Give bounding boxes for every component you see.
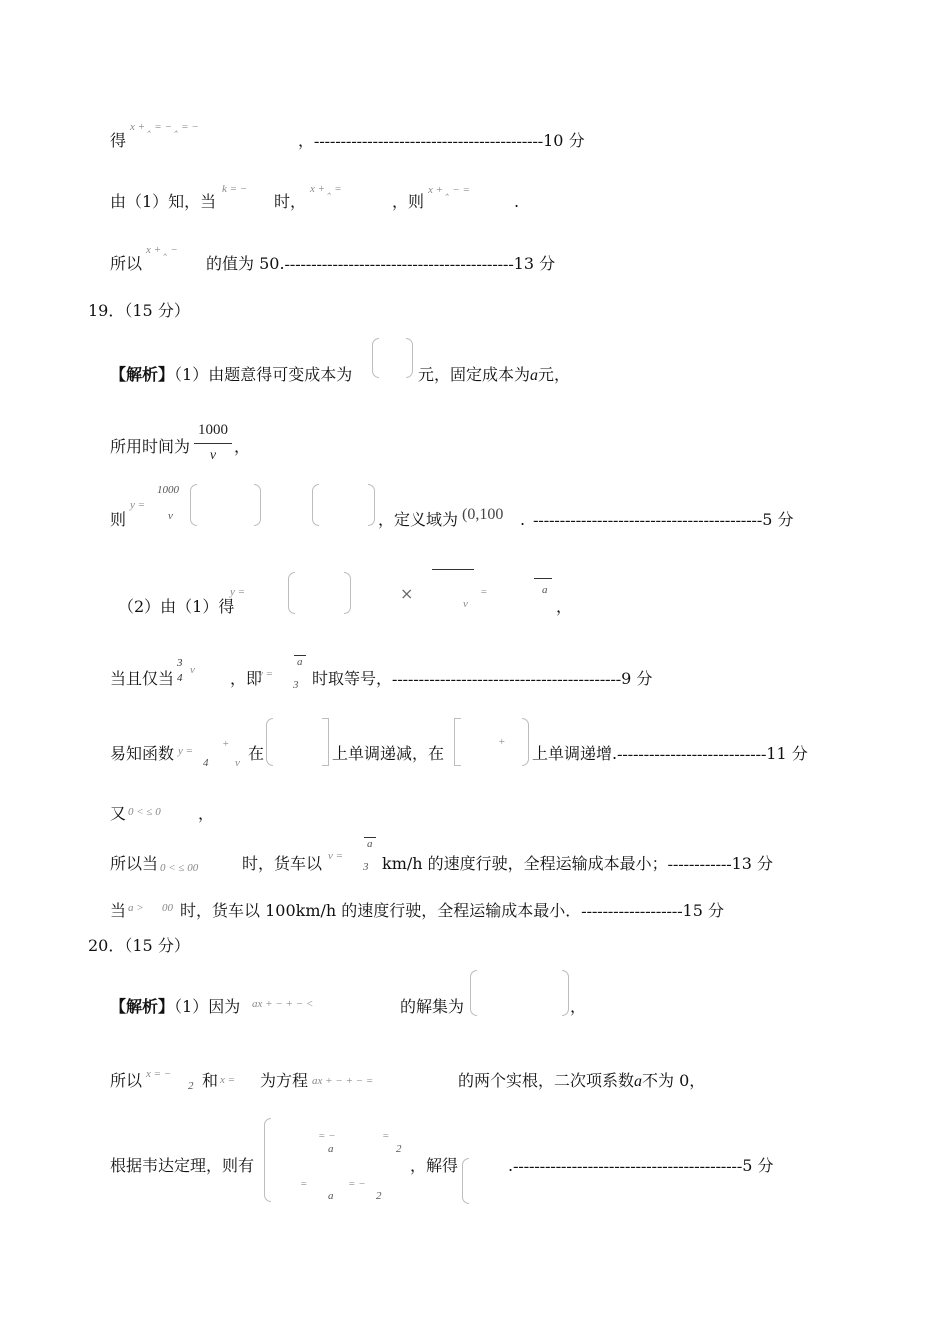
text: 元，固定成本为 — [418, 365, 531, 384]
text: 当 — [110, 901, 127, 920]
right-paren — [368, 484, 375, 526]
text: km/h 的速度行驶，全程运输成本最小； — [382, 854, 668, 873]
text: 时，货车以 — [242, 854, 323, 873]
text: 所用时间为 — [110, 437, 191, 456]
score-label: 11 分 — [766, 744, 808, 763]
formula: v — [190, 664, 195, 676]
score-line — [382, 853, 773, 876]
formula: a > — [128, 902, 144, 914]
text: ， — [198, 804, 215, 823]
score-line — [532, 743, 808, 766]
formula: 4 — [203, 757, 209, 769]
times-sign: × — [400, 584, 414, 603]
question-points: （15 分） — [124, 936, 190, 955]
question-19-header — [88, 300, 190, 322]
text: ， — [556, 597, 573, 616]
line-monotonic — [110, 743, 174, 765]
line-part2 — [118, 596, 234, 618]
text: 根据韦达定理，则有 — [110, 1156, 255, 1175]
formula: = − — [318, 1130, 336, 1142]
left-bracket — [454, 718, 461, 766]
score-line — [508, 1155, 773, 1178]
line-from-part1 — [110, 191, 216, 213]
text: ，则 — [392, 192, 425, 211]
text: 元， — [538, 365, 571, 384]
formula: + — [498, 736, 506, 748]
formula: x = − — [146, 1068, 172, 1080]
line-conclusion-2 — [110, 900, 126, 922]
text: 由（1）知，当 — [110, 192, 217, 211]
score-line — [180, 900, 724, 923]
score-label: 10 分 — [543, 131, 585, 150]
sqrt-bar — [534, 578, 552, 579]
left-paren — [288, 572, 295, 614]
formula: 3 — [293, 679, 299, 691]
text: ， — [234, 437, 251, 456]
right-paren — [406, 338, 413, 378]
formula: + — [222, 738, 230, 750]
formula: 0 < ≤ 00 — [160, 862, 199, 874]
text: 的两个实根，二次项系数 — [458, 1071, 635, 1090]
text: 不为 0， — [642, 1071, 706, 1090]
score-line — [520, 509, 793, 532]
formula: v = — [328, 850, 344, 862]
formula: x + ‸ − = — [428, 184, 470, 196]
formula: a — [328, 1143, 334, 1155]
analysis-tag: 【解析】 — [110, 997, 175, 1016]
right-paren — [254, 484, 261, 526]
question-20-header — [88, 935, 190, 957]
right-brace — [562, 970, 569, 1016]
formula: = — [382, 1130, 390, 1142]
text: （1）由题意得可变成本为 — [174, 365, 353, 384]
text: 所以 — [110, 254, 143, 273]
text: 和 — [202, 1071, 219, 1090]
fraction-denominator: v — [209, 448, 217, 463]
line-solution-set — [110, 996, 240, 1018]
text: 时，货车以 100km/h 的速度行驶，全程运输成本最小． — [180, 901, 582, 920]
text: 的解集为 — [400, 997, 465, 1016]
text: 又 — [110, 804, 127, 823]
right-paren — [344, 572, 351, 614]
dashes: ------------------------------------------- — [314, 133, 544, 150]
formula: x + ‸ = − ‸ = − — [130, 121, 199, 133]
text: . — [520, 510, 526, 529]
line-step-10 — [110, 130, 126, 152]
formula: x = — [220, 1074, 236, 1086]
formula: = — [300, 1178, 308, 1190]
line-time-used — [110, 436, 190, 458]
left-brace — [462, 1158, 469, 1204]
left-brace — [470, 970, 477, 1016]
formula: a — [297, 656, 303, 668]
line-also — [110, 803, 126, 825]
formula: 1000 — [157, 484, 179, 496]
formula: x + ‸ − — [146, 244, 178, 256]
text: 易知函数 — [110, 744, 175, 763]
text: （2）由（1）得 — [118, 597, 235, 616]
formula: 3 — [177, 657, 183, 669]
text: 上单调递减，在 — [332, 744, 445, 763]
score-label: 13 分 — [513, 254, 556, 273]
right-bracket — [322, 718, 329, 766]
formula: x + ‸ = — [310, 183, 342, 195]
score-line — [298, 130, 585, 153]
text: 在 — [248, 744, 265, 763]
dashes: ------------ — [667, 856, 732, 873]
left-paren — [312, 484, 319, 526]
formula: 0 < ≤ 0 — [128, 806, 161, 818]
text: 得 — [110, 131, 127, 150]
text-line — [458, 1070, 705, 1093]
text: 上单调递增. — [532, 744, 618, 763]
dashes: ---------------------------- — [617, 746, 767, 763]
sqrt-bar — [432, 569, 474, 570]
score-label: 15 分 — [682, 901, 724, 920]
domain: (0,100 — [462, 506, 504, 523]
score-label: 9 分 — [621, 669, 653, 688]
formula: y = — [178, 745, 194, 757]
analysis-tag: 【解析】 — [110, 365, 175, 384]
formula: ax + − + − = — [312, 1075, 374, 1087]
text: 时取等号， — [312, 669, 393, 688]
score-line — [312, 668, 652, 691]
line-conclusion-1 — [110, 853, 158, 875]
formula: a — [367, 838, 373, 850]
formula: 4 — [177, 672, 183, 684]
score-label: 5 分 — [762, 510, 794, 529]
variable-a: a — [530, 367, 539, 384]
dashes: ------------------- — [581, 903, 683, 920]
formula: y = — [130, 499, 146, 511]
formula: v — [168, 510, 173, 522]
left-paren — [372, 338, 379, 378]
text: ，即 — [230, 669, 263, 688]
left-paren — [190, 484, 197, 526]
text: ，解得 — [410, 1156, 459, 1175]
formula: y = — [230, 586, 246, 598]
formula: k = − — [222, 183, 248, 195]
line-variable-cost — [110, 364, 352, 386]
line-so-value — [110, 253, 142, 275]
fraction-numerator: 1000 — [198, 422, 228, 438]
text-line — [418, 364, 570, 387]
dashes: ------------------------------------------- — [533, 512, 763, 529]
formula: a — [542, 584, 548, 596]
question-number: 20． — [88, 936, 125, 955]
score-label: 5 分 — [742, 1156, 774, 1175]
text: . — [508, 1156, 514, 1175]
text: 为方程 — [260, 1071, 309, 1090]
formula: v — [235, 757, 240, 769]
dashes: ------------------------------------------- — [392, 671, 622, 688]
formula: 2 — [396, 1143, 402, 1155]
line-roots — [110, 1070, 142, 1092]
text: 所以当 — [110, 854, 159, 873]
line-vieta — [110, 1155, 254, 1177]
formula: = — [480, 586, 488, 598]
text: ， — [298, 131, 315, 150]
dashes: ------------------------------------------- — [284, 256, 514, 273]
formula: = − — [348, 1178, 366, 1190]
text: （1）因为 — [174, 997, 241, 1016]
formula: 3 — [363, 861, 369, 873]
formula: ax + − + − < — [252, 998, 314, 1010]
score-label: 13 分 — [731, 854, 774, 873]
text: 当且仅当 — [110, 669, 175, 688]
formula: v — [463, 598, 468, 610]
right-paren — [522, 718, 529, 766]
line-equality — [110, 668, 174, 690]
text: ， — [570, 997, 587, 1016]
text: . — [514, 192, 520, 211]
text: ，定义域为 — [378, 510, 459, 529]
formula: v = — [258, 668, 274, 680]
formula: 00 — [162, 902, 173, 914]
line-function-y — [110, 509, 126, 531]
question-points: （15 分） — [124, 301, 190, 320]
left-paren — [266, 718, 273, 766]
question-number: 19． — [88, 301, 125, 320]
score-line — [206, 253, 555, 276]
formula: 2 — [376, 1190, 382, 1202]
text: 的值为 50. — [206, 254, 285, 273]
left-brace — [264, 1118, 271, 1202]
text: 时， — [274, 192, 307, 211]
dashes: ------------------------------------------- — [513, 1158, 743, 1175]
formula: 2 — [188, 1080, 194, 1092]
variable-a: a — [634, 1073, 643, 1090]
fraction-bar — [194, 443, 232, 444]
text: 则 — [110, 510, 127, 529]
text: 所以 — [110, 1071, 143, 1090]
formula: a — [328, 1190, 334, 1202]
